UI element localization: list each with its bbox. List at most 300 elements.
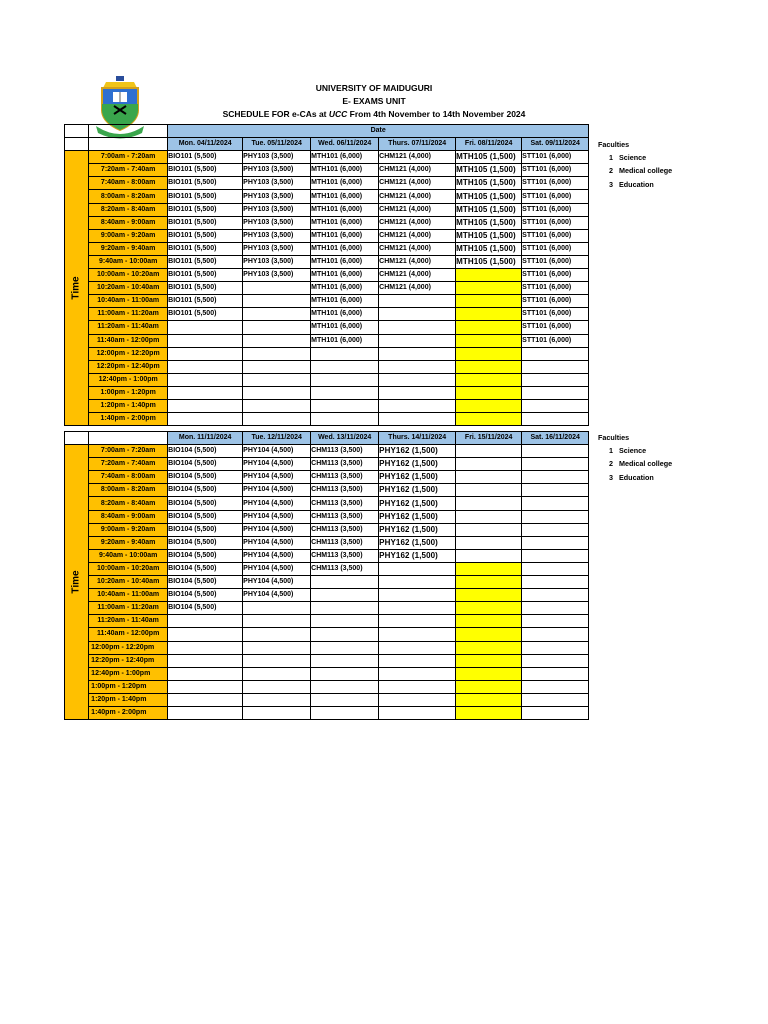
faculty-item: 1 Science xyxy=(609,446,647,456)
exam-cell: BIO104 (5,500) xyxy=(168,484,243,497)
exam-cell: PHY162 (1,500) xyxy=(379,523,456,536)
empty-cell xyxy=(456,589,522,602)
exam-cell: PHY103 (3,500) xyxy=(243,255,311,268)
empty-cell xyxy=(168,680,243,693)
empty-cell xyxy=(243,615,311,628)
time-slot: 1:40pm - 2:00pm xyxy=(89,706,168,719)
exam-cell: BIO104 (5,500) xyxy=(168,536,243,549)
empty-cell xyxy=(311,386,379,399)
exam-cell: CHM113 (3,500) xyxy=(311,536,379,549)
empty-cell xyxy=(243,641,311,654)
exam-cell: BIO104 (5,500) xyxy=(168,510,243,523)
exam-cell: BIO101 (5,500) xyxy=(168,216,243,229)
day-header: Sat. 09/11/2024 xyxy=(522,138,589,151)
time-slot: 7:00am - 7:20am xyxy=(89,151,168,164)
exam-cell: PHY103 (3,500) xyxy=(243,177,311,190)
faculties-title: Faculties xyxy=(598,433,630,442)
exam-cell: CHM113 (3,500) xyxy=(311,523,379,536)
exam-cell: PHY104 (4,500) xyxy=(243,523,311,536)
empty-cell xyxy=(456,386,522,399)
empty-cell xyxy=(379,693,456,706)
empty-cell xyxy=(168,321,243,334)
faculties-legend xyxy=(598,431,672,484)
empty-cell xyxy=(379,667,456,680)
schedule-header xyxy=(164,82,584,121)
empty-cell xyxy=(456,667,522,680)
table-row xyxy=(65,334,589,347)
empty-cell xyxy=(379,576,456,589)
exam-cell: BIO104 (5,500) xyxy=(168,549,243,562)
time-slot: 10:20am - 10:40am xyxy=(89,282,168,295)
empty-cell xyxy=(522,602,589,615)
exam-cell: STT101 (6,000) xyxy=(522,216,589,229)
university-name: UNIVERSITY OF MAIDUGURI xyxy=(315,83,433,93)
empty-cell xyxy=(243,373,311,386)
empty-cell xyxy=(168,641,243,654)
exam-cell: MTH101 (6,000) xyxy=(311,216,379,229)
day-header: Mon. 04/11/2024 xyxy=(168,138,243,151)
time-label: Time xyxy=(70,569,82,594)
exam-cell: PHY103 (3,500) xyxy=(243,190,311,203)
exam-cell: CHM121 (4,000) xyxy=(379,164,456,177)
table-row xyxy=(65,510,589,523)
table-row xyxy=(65,693,589,706)
empty-cell xyxy=(456,549,522,562)
exam-cell: BIO101 (5,500) xyxy=(168,255,243,268)
exam-cell: BIO104 (5,500) xyxy=(168,602,243,615)
time-slot: 9:20am - 9:40am xyxy=(89,536,168,549)
empty-cell xyxy=(243,386,311,399)
exam-cell: CHM121 (4,000) xyxy=(379,229,456,242)
table-row xyxy=(65,628,589,641)
exam-cell: CHM113 (3,500) xyxy=(311,549,379,562)
empty-cell xyxy=(522,706,589,719)
empty-cell xyxy=(379,295,456,308)
time-slot: 8:20am - 8:40am xyxy=(89,497,168,510)
time-slot: 10:00am - 10:20am xyxy=(89,269,168,282)
table-row xyxy=(65,602,589,615)
table-row xyxy=(65,706,589,719)
faculty-item: 3 Education xyxy=(609,179,654,189)
time-slot: 11:20am - 11:40am xyxy=(89,321,168,334)
exam-cell: PHY103 (3,500) xyxy=(243,151,311,164)
empty-cell xyxy=(379,386,456,399)
exam-cell: MTH101 (6,000) xyxy=(311,255,379,268)
exam-cell: BIO101 (5,500) xyxy=(168,282,243,295)
exam-cell: PHY162 (1,500) xyxy=(379,458,456,471)
exam-cell: PHY104 (4,500) xyxy=(243,562,311,575)
empty-cell xyxy=(243,308,311,321)
exam-cell: STT101 (6,000) xyxy=(522,177,589,190)
empty-cell xyxy=(522,654,589,667)
table-row xyxy=(65,667,589,680)
time-slot: 11:40am - 12:00pm xyxy=(89,334,168,347)
empty-cell xyxy=(243,399,311,412)
empty-cell xyxy=(311,615,379,628)
exam-cell: BIO101 (5,500) xyxy=(168,229,243,242)
empty-cell xyxy=(456,628,522,641)
empty-cell xyxy=(243,282,311,295)
empty-cell xyxy=(522,510,589,523)
empty-cell xyxy=(456,654,522,667)
time-slot: 9:40am - 10:00am xyxy=(89,255,168,268)
exam-cell: PHY104 (4,500) xyxy=(243,458,311,471)
table-row xyxy=(65,458,589,471)
empty-cell xyxy=(522,497,589,510)
empty-cell xyxy=(168,654,243,667)
exam-cell: CHM121 (4,000) xyxy=(379,151,456,164)
table-row xyxy=(65,229,589,242)
empty-cell xyxy=(243,680,311,693)
time-column-label xyxy=(65,151,89,426)
time-slot: 8:20am - 8:40am xyxy=(89,203,168,216)
exam-cell: CHM121 (4,000) xyxy=(379,177,456,190)
empty-cell xyxy=(456,602,522,615)
time-slot: 1:00pm - 1:20pm xyxy=(89,386,168,399)
exam-cell: STT101 (6,000) xyxy=(522,295,589,308)
empty-cell xyxy=(456,497,522,510)
table-row xyxy=(65,523,589,536)
exam-cell: PHY104 (4,500) xyxy=(243,589,311,602)
exam-cell: STT101 (6,000) xyxy=(522,203,589,216)
venue-name: UCC xyxy=(328,109,348,119)
time-slot: 1:20pm - 1:40pm xyxy=(89,399,168,412)
empty-cell xyxy=(456,471,522,484)
empty-cell xyxy=(379,628,456,641)
exam-cell: PHY103 (3,500) xyxy=(243,216,311,229)
empty-cell xyxy=(168,347,243,360)
exam-cell: PHY104 (4,500) xyxy=(243,484,311,497)
empty-cell xyxy=(379,706,456,719)
empty-cell xyxy=(456,413,522,426)
empty-cell xyxy=(168,615,243,628)
empty-cell xyxy=(379,308,456,321)
exam-cell: MTH105 (1,500) xyxy=(456,242,522,255)
exam-cell: CHM113 (3,500) xyxy=(311,510,379,523)
exam-cell: MTH105 (1,500) xyxy=(456,255,522,268)
table-row xyxy=(65,413,589,426)
exam-cell: CHM113 (3,500) xyxy=(311,562,379,575)
exam-cell: PHY162 (1,500) xyxy=(379,536,456,549)
date-header: Date xyxy=(168,125,589,138)
exam-cell: STT101 (6,000) xyxy=(522,321,589,334)
empty-cell xyxy=(243,321,311,334)
exam-cell: PHY103 (3,500) xyxy=(243,203,311,216)
empty-cell xyxy=(243,347,311,360)
day-header: Mon. 11/11/2024 xyxy=(168,432,243,445)
exam-cell: STT101 (6,000) xyxy=(522,190,589,203)
day-header: Fri. 08/11/2024 xyxy=(456,138,522,151)
time-slot: 12:00pm - 12:20pm xyxy=(89,347,168,360)
exam-cell: MTH101 (6,000) xyxy=(311,190,379,203)
day-header: Sat. 16/11/2024 xyxy=(522,432,589,445)
time-slot: 9:40am - 10:00am xyxy=(89,549,168,562)
exam-cell: STT101 (6,000) xyxy=(522,151,589,164)
time-slot: 8:40am - 9:00am xyxy=(89,510,168,523)
time-slot: 12:00pm - 12:20pm xyxy=(89,641,168,654)
exam-cell: MTH101 (6,000) xyxy=(311,321,379,334)
exam-cell: CHM121 (4,000) xyxy=(379,242,456,255)
exam-cell: PHY103 (3,500) xyxy=(243,242,311,255)
exam-cell: CHM121 (4,000) xyxy=(379,203,456,216)
table-row xyxy=(65,615,589,628)
table-row xyxy=(65,190,589,203)
exam-cell: PHY104 (4,500) xyxy=(243,536,311,549)
day-header: Thurs. 07/11/2024 xyxy=(379,138,456,151)
empty-cell xyxy=(522,641,589,654)
faculty-item: 3 Education xyxy=(609,472,654,482)
time-slot: 10:20am - 10:40am xyxy=(89,576,168,589)
empty-cell xyxy=(456,360,522,373)
exam-cell: STT101 (6,000) xyxy=(522,334,589,347)
exam-cell: PHY104 (4,500) xyxy=(243,549,311,562)
exam-cell: BIO104 (5,500) xyxy=(168,589,243,602)
exam-cell: PHY162 (1,500) xyxy=(379,471,456,484)
exam-cell: CHM113 (3,500) xyxy=(311,445,379,458)
time-slot: 1:00pm - 1:20pm xyxy=(89,680,168,693)
exam-cell: PHY162 (1,500) xyxy=(379,510,456,523)
exam-cell: BIO101 (5,500) xyxy=(168,151,243,164)
time-slot: 7:40am - 8:00am xyxy=(89,177,168,190)
empty-cell xyxy=(522,693,589,706)
empty-cell xyxy=(456,269,522,282)
empty-cell xyxy=(456,373,522,386)
week2-rows xyxy=(65,445,589,720)
exam-cell: STT101 (6,000) xyxy=(522,308,589,321)
empty-cell xyxy=(456,641,522,654)
empty-cell xyxy=(522,360,589,373)
empty-cell xyxy=(456,458,522,471)
exam-cell: BIO101 (5,500) xyxy=(168,190,243,203)
time-column-label xyxy=(65,445,89,720)
time-slot: 10:40am - 11:00am xyxy=(89,589,168,602)
exam-cell: MTH101 (6,000) xyxy=(311,334,379,347)
empty-cell xyxy=(456,399,522,412)
exam-cell: CHM121 (4,000) xyxy=(379,282,456,295)
time-slot: 7:40am - 8:00am xyxy=(89,471,168,484)
empty-cell xyxy=(522,471,589,484)
exam-cell: MTH105 (1,500) xyxy=(456,229,522,242)
table-row xyxy=(65,203,589,216)
empty-cell xyxy=(311,667,379,680)
week2-schedule-table xyxy=(64,431,589,720)
empty-cell xyxy=(522,615,589,628)
time-label: Time xyxy=(70,276,82,300)
empty-cell xyxy=(379,641,456,654)
time-slot: 7:20am - 7:40am xyxy=(89,164,168,177)
exam-cell: STT101 (6,000) xyxy=(522,242,589,255)
exam-cell: PHY162 (1,500) xyxy=(379,497,456,510)
empty-cell xyxy=(379,562,456,575)
empty-cell xyxy=(168,413,243,426)
empty-cell xyxy=(456,536,522,549)
empty-cell xyxy=(168,386,243,399)
exam-cell: PHY104 (4,500) xyxy=(243,510,311,523)
empty-cell xyxy=(311,589,379,602)
table-row xyxy=(65,216,589,229)
empty-cell xyxy=(456,445,522,458)
empty-cell xyxy=(168,667,243,680)
empty-cell xyxy=(379,680,456,693)
exam-cell: MTH105 (1,500) xyxy=(456,203,522,216)
exam-cell: PHY104 (4,500) xyxy=(243,576,311,589)
empty-cell xyxy=(311,628,379,641)
table-row xyxy=(65,536,589,549)
empty-cell xyxy=(456,321,522,334)
empty-cell xyxy=(456,562,522,575)
exam-cell: MTH101 (6,000) xyxy=(311,151,379,164)
table-row xyxy=(65,562,589,575)
exam-cell: STT101 (6,000) xyxy=(522,229,589,242)
table-row xyxy=(65,399,589,412)
time-slot: 7:20am - 7:40am xyxy=(89,458,168,471)
exam-cell: MTH105 (1,500) xyxy=(456,164,522,177)
empty-cell xyxy=(522,484,589,497)
empty-cell xyxy=(168,706,243,719)
exam-cell: STT101 (6,000) xyxy=(522,269,589,282)
time-slot: 12:20pm - 12:40pm xyxy=(89,654,168,667)
week1-schedule-table xyxy=(64,124,589,426)
faculty-item: 2 Medical college xyxy=(609,166,673,176)
empty-cell xyxy=(311,706,379,719)
exam-cell: CHM113 (3,500) xyxy=(311,497,379,510)
table-row xyxy=(65,242,589,255)
table-row xyxy=(65,321,589,334)
table-row xyxy=(65,347,589,360)
time-slot: 8:40am - 9:00am xyxy=(89,216,168,229)
empty-cell xyxy=(456,693,522,706)
table-row xyxy=(65,360,589,373)
empty-cell xyxy=(168,628,243,641)
exam-cell: MTH101 (6,000) xyxy=(311,229,379,242)
empty-cell xyxy=(456,295,522,308)
empty-cell xyxy=(456,615,522,628)
empty-cell xyxy=(522,680,589,693)
exam-cell: MTH101 (6,000) xyxy=(311,269,379,282)
empty-cell xyxy=(311,413,379,426)
empty-cell xyxy=(522,399,589,412)
time-slot: 10:00am - 10:20am xyxy=(89,562,168,575)
faculty-item: 1 Science xyxy=(609,153,647,163)
exam-cell: BIO104 (5,500) xyxy=(168,458,243,471)
day-header: Thurs. 14/11/2024 xyxy=(379,432,456,445)
empty-cell xyxy=(456,706,522,719)
empty-cell xyxy=(311,602,379,615)
empty-cell xyxy=(168,360,243,373)
empty-cell xyxy=(243,295,311,308)
table-row xyxy=(65,295,589,308)
exam-cell: MTH101 (6,000) xyxy=(311,308,379,321)
exam-cell: STT101 (6,000) xyxy=(522,255,589,268)
empty-cell xyxy=(311,399,379,412)
faculty-item: 2 Medical college xyxy=(609,459,673,469)
faculties-legend xyxy=(598,138,672,191)
faculties-title: Faculties xyxy=(598,140,630,149)
exam-cell: STT101 (6,000) xyxy=(522,164,589,177)
time-slot: 11:40am - 12:00pm xyxy=(89,628,168,641)
empty-cell xyxy=(522,628,589,641)
empty-cell xyxy=(456,484,522,497)
exam-cell: BIO101 (5,500) xyxy=(168,308,243,321)
exam-cell: PHY103 (3,500) xyxy=(243,229,311,242)
day-header: Tue. 12/11/2024 xyxy=(243,432,311,445)
empty-cell xyxy=(243,413,311,426)
empty-cell xyxy=(522,562,589,575)
empty-cell xyxy=(522,523,589,536)
empty-cell xyxy=(311,347,379,360)
exam-cell: MTH101 (6,000) xyxy=(311,164,379,177)
time-slot: 9:20am - 9:40am xyxy=(89,242,168,255)
empty-cell xyxy=(311,654,379,667)
exam-cell: BIO104 (5,500) xyxy=(168,497,243,510)
time-slot: 9:00am - 9:20am xyxy=(89,523,168,536)
exam-cell: MTH101 (6,000) xyxy=(311,203,379,216)
empty-cell xyxy=(379,589,456,602)
exam-cell: PHY162 (1,500) xyxy=(379,484,456,497)
table-row xyxy=(65,680,589,693)
empty-cell xyxy=(522,386,589,399)
exam-cell: CHM113 (3,500) xyxy=(311,458,379,471)
time-slot: 10:40am - 11:00am xyxy=(89,295,168,308)
exam-cell: MTH101 (6,000) xyxy=(311,295,379,308)
empty-cell xyxy=(379,321,456,334)
time-slot: 12:40pm - 1:00pm xyxy=(89,373,168,386)
empty-cell xyxy=(522,347,589,360)
time-slot: 9:00am - 9:20am xyxy=(89,229,168,242)
exam-cell: BIO101 (5,500) xyxy=(168,164,243,177)
empty-cell xyxy=(168,399,243,412)
empty-cell xyxy=(243,706,311,719)
table-row xyxy=(65,308,589,321)
unit-name: E- EXAMS UNIT xyxy=(342,96,406,106)
empty-cell xyxy=(456,523,522,536)
empty-cell xyxy=(379,360,456,373)
empty-cell xyxy=(379,347,456,360)
exam-cell: MTH101 (6,000) xyxy=(311,242,379,255)
day-header: Fri. 15/11/2024 xyxy=(456,432,522,445)
empty-cell xyxy=(456,680,522,693)
exam-cell: BIO104 (5,500) xyxy=(168,471,243,484)
time-slot: 12:20pm - 12:40pm xyxy=(89,360,168,373)
exam-cell: PHY103 (3,500) xyxy=(243,269,311,282)
empty-cell xyxy=(522,576,589,589)
time-slot: 11:00am - 11:20am xyxy=(89,308,168,321)
empty-cell xyxy=(168,334,243,347)
exam-cell: PHY104 (4,500) xyxy=(243,471,311,484)
empty-cell xyxy=(522,549,589,562)
schedule-title: SCHEDULE FOR e-CAs at UCC From 4th November to 14th November 2024 xyxy=(222,109,526,119)
day-header: Wed. 06/11/2024 xyxy=(311,138,379,151)
empty-cell xyxy=(168,373,243,386)
empty-cell xyxy=(522,458,589,471)
empty-cell xyxy=(311,641,379,654)
empty-cell xyxy=(243,654,311,667)
time-slot: 1:40pm - 2:00pm xyxy=(89,413,168,426)
exam-cell: BIO101 (5,500) xyxy=(168,295,243,308)
exam-cell: BIO104 (5,500) xyxy=(168,576,243,589)
exam-cell: PHY103 (3,500) xyxy=(243,164,311,177)
empty-cell xyxy=(379,373,456,386)
table-row xyxy=(65,386,589,399)
table-row xyxy=(65,445,589,458)
exam-cell: PHY162 (1,500) xyxy=(379,445,456,458)
empty-cell xyxy=(456,347,522,360)
exam-cell: CHM121 (4,000) xyxy=(379,269,456,282)
table-row xyxy=(65,164,589,177)
table-row xyxy=(65,654,589,667)
empty-cell xyxy=(522,589,589,602)
exam-cell: MTH105 (1,500) xyxy=(456,190,522,203)
